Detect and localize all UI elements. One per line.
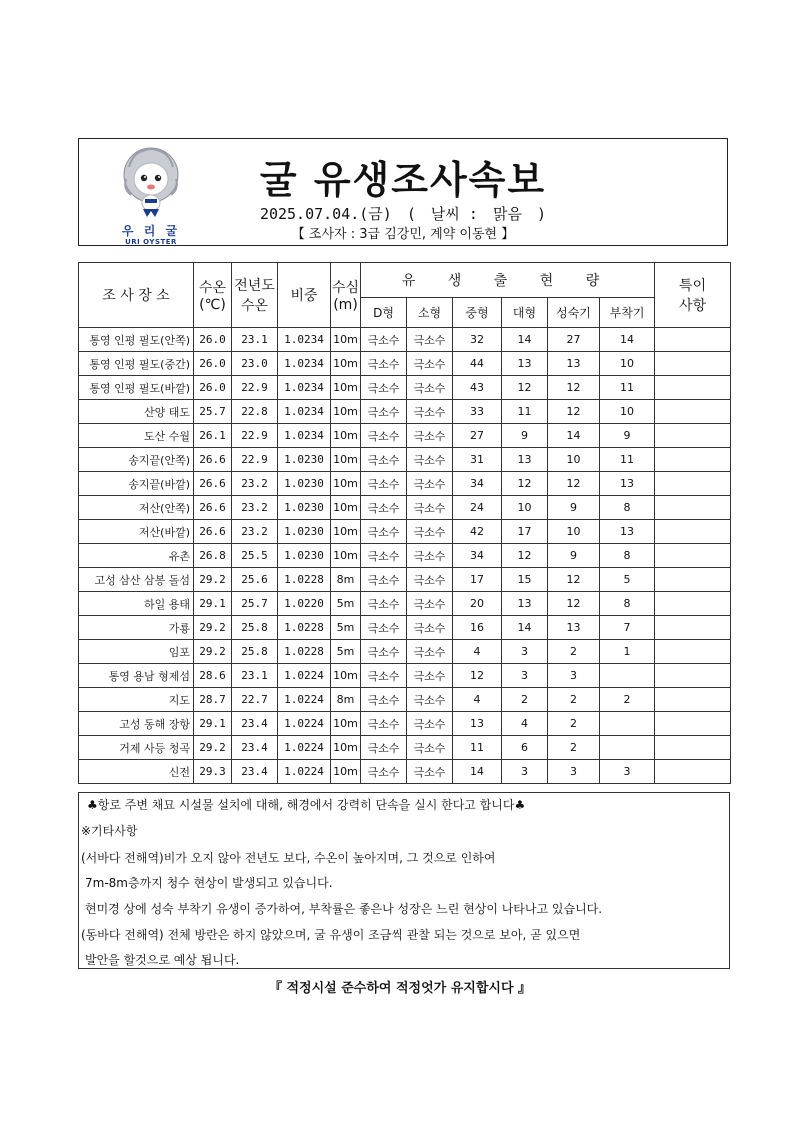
cell-location: 송지끝(안쪽) [79, 448, 194, 472]
cell-small: 극소수 [407, 664, 453, 688]
header-water-temp-label: 수온 [198, 280, 227, 296]
table-row [79, 640, 731, 664]
notes-line-4: (동바다 전해역) 전체 방란은 하지 않았으며, 굴 유생이 조금씩 관찰 되는 것으로 보아, 곧 있으면 [81, 928, 581, 942]
cell-medium: 32 [453, 328, 502, 352]
cell-water-temp: 26.0 [194, 328, 232, 352]
table-row [79, 568, 731, 592]
cell-d-type: 극소수 [361, 688, 407, 712]
cell-density: 1.0224 [278, 664, 331, 688]
cell-water-temp: 28.7 [194, 688, 232, 712]
cell-mature: 3 [548, 760, 600, 784]
header-depth [331, 263, 361, 328]
cell-location: 송지끝(바깥) [79, 472, 194, 496]
cell-density: 1.0224 [278, 760, 331, 784]
table-row [79, 352, 731, 376]
cell-location: 신전 [79, 760, 194, 784]
notes-line-3: 현미경 상에 성숙 부착기 유생이 증가하여, 부착률은 좋은나 성장은 느린 현상이 나타나고 있습니다. [85, 902, 603, 916]
cell-mature: 2 [548, 712, 600, 736]
cell-d-type: 극소수 [361, 712, 407, 736]
cell-depth: 10m [331, 664, 361, 688]
cell-medium: 13 [453, 712, 502, 736]
cell-small: 극소수 [407, 400, 453, 424]
cell-depth: 10m [331, 760, 361, 784]
cell-d-type: 극소수 [361, 352, 407, 376]
cell-small: 극소수 [407, 544, 453, 568]
header-water-temp [194, 263, 232, 328]
cell-density: 1.0220 [278, 592, 331, 616]
cell-medium: 12 [453, 664, 502, 688]
cell-small: 극소수 [407, 424, 453, 448]
weather-label: 날씨 : [430, 205, 478, 223]
cell-mature: 2 [548, 640, 600, 664]
cell-d-type: 극소수 [361, 616, 407, 640]
table-row [79, 688, 731, 712]
cell-medium: 14 [453, 760, 502, 784]
logo-text: 우 리 굴 [121, 224, 181, 238]
cell-water-temp: 25.7 [194, 400, 232, 424]
cell-water-temp: 26.0 [194, 352, 232, 376]
cell-location: 도산 수월 [79, 424, 194, 448]
cell-prev-temp: 25.8 [232, 616, 278, 640]
cell-attach: 8 [600, 592, 655, 616]
cell-large: 12 [502, 376, 548, 400]
cell-medium: 44 [453, 352, 502, 376]
cell-small: 극소수 [407, 712, 453, 736]
cell-d-type: 극소수 [361, 520, 407, 544]
cell-prev-temp: 23.2 [232, 472, 278, 496]
cell-remark [655, 496, 731, 520]
weather-close-paren: ) [537, 205, 547, 223]
cell-prev-temp: 23.2 [232, 520, 278, 544]
cell-medium: 34 [453, 472, 502, 496]
cell-location: 저산(바깥) [79, 520, 194, 544]
cell-depth: 8m [331, 568, 361, 592]
cell-large: 4 [502, 712, 548, 736]
cell-prev-temp: 23.4 [232, 736, 278, 760]
cell-mature: 13 [548, 616, 600, 640]
cell-large: 13 [502, 448, 548, 472]
cell-depth: 10m [331, 376, 361, 400]
cell-small: 극소수 [407, 520, 453, 544]
cell-medium: 24 [453, 496, 502, 520]
cell-small: 극소수 [407, 376, 453, 400]
cell-prev-temp: 23.4 [232, 760, 278, 784]
cell-medium: 33 [453, 400, 502, 424]
cell-water-temp: 26.6 [194, 496, 232, 520]
cell-water-temp: 28.6 [194, 664, 232, 688]
cell-density: 1.0230 [278, 448, 331, 472]
cell-large: 3 [502, 760, 548, 784]
cell-attach: 8 [600, 496, 655, 520]
cell-prev-temp: 22.8 [232, 400, 278, 424]
table-row [79, 472, 731, 496]
cell-d-type: 극소수 [361, 544, 407, 568]
cell-remark [655, 328, 731, 352]
table-row [79, 520, 731, 544]
cell-d-type: 극소수 [361, 496, 407, 520]
cell-d-type: 극소수 [361, 472, 407, 496]
cell-d-type: 극소수 [361, 592, 407, 616]
cell-location: 임포 [79, 640, 194, 664]
cell-large: 3 [502, 664, 548, 688]
cell-d-type: 극소수 [361, 568, 407, 592]
cell-density: 1.0224 [278, 688, 331, 712]
cell-prev-temp: 22.9 [232, 424, 278, 448]
cell-small: 극소수 [407, 640, 453, 664]
cell-attach: 14 [600, 328, 655, 352]
cell-water-temp: 26.6 [194, 448, 232, 472]
cell-large: 12 [502, 472, 548, 496]
cell-location: 산양 태도 [79, 400, 194, 424]
cell-large: 11 [502, 400, 548, 424]
table-row [79, 616, 731, 640]
header-small: 소형 [407, 298, 453, 328]
table-row [79, 448, 731, 472]
cell-density: 1.0234 [278, 352, 331, 376]
cell-small: 극소수 [407, 496, 453, 520]
cell-prev-temp: 23.4 [232, 712, 278, 736]
cell-location: 통영 인평 필도(안쪽) [79, 328, 194, 352]
header-remark [655, 263, 731, 328]
cell-attach: 9 [600, 424, 655, 448]
notes-line-5: 발안을 할것으로 예상 됩니다. [85, 953, 240, 967]
cell-d-type: 극소수 [361, 736, 407, 760]
cell-attach [600, 664, 655, 688]
cell-location: 통영 인평 필도(중간) [79, 352, 194, 376]
table-row [79, 664, 731, 688]
header-remark-label: 특이 [679, 278, 707, 294]
cell-location: 고성 동해 장항 [79, 712, 194, 736]
cell-prev-temp: 22.9 [232, 448, 278, 472]
cell-attach: 2 [600, 688, 655, 712]
cell-water-temp: 29.1 [194, 712, 232, 736]
notes-box [78, 792, 730, 969]
header-large: 대형 [502, 298, 548, 328]
table-row [79, 424, 731, 448]
cell-large: 12 [502, 544, 548, 568]
cell-water-temp: 26.0 [194, 376, 232, 400]
cell-medium: 42 [453, 520, 502, 544]
cell-attach: 1 [600, 640, 655, 664]
header-mature: 성숙기 [548, 298, 600, 328]
cell-water-temp: 26.8 [194, 544, 232, 568]
cell-density: 1.0228 [278, 568, 331, 592]
cell-prev-temp: 23.1 [232, 664, 278, 688]
notes-line-1: (서바다 전해역)비가 오지 않아 전년도 보다, 수온이 높아지며, 그 것으로 인하여 [81, 851, 496, 865]
cell-density: 1.0228 [278, 616, 331, 640]
cell-medium: 34 [453, 544, 502, 568]
table-body [79, 328, 731, 784]
table-row [79, 496, 731, 520]
table-row [79, 592, 731, 616]
cell-water-temp: 26.6 [194, 520, 232, 544]
cell-small: 극소수 [407, 736, 453, 760]
table-row [79, 544, 731, 568]
cell-remark [655, 424, 731, 448]
cell-location: 유촌 [79, 544, 194, 568]
cell-depth: 10m [331, 352, 361, 376]
report-header [78, 138, 728, 246]
cell-remark [655, 544, 731, 568]
cell-density: 1.0224 [278, 736, 331, 760]
cell-remark [655, 760, 731, 784]
cell-density: 1.0230 [278, 544, 331, 568]
investigator-line: 【 조사자 : 3급 김강민, 계약 이동현 】 [291, 227, 515, 242]
cell-remark [655, 472, 731, 496]
cell-mature: 9 [548, 544, 600, 568]
header-water-temp-unit: (℃) [199, 297, 226, 313]
cell-water-temp: 29.2 [194, 640, 232, 664]
cell-medium: 4 [453, 688, 502, 712]
cell-d-type: 극소수 [361, 424, 407, 448]
cell-remark [655, 400, 731, 424]
cell-medium: 43 [453, 376, 502, 400]
cell-depth: 10m [331, 712, 361, 736]
cell-large: 13 [502, 592, 548, 616]
cell-remark [655, 592, 731, 616]
cell-attach: 5 [600, 568, 655, 592]
cell-location: 거제 사등 청곡 [79, 736, 194, 760]
cell-mature: 12 [548, 472, 600, 496]
cell-mature: 10 [548, 520, 600, 544]
cell-small: 극소수 [407, 448, 453, 472]
cell-medium: 11 [453, 736, 502, 760]
cell-water-temp: 29.2 [194, 568, 232, 592]
cell-prev-temp: 25.5 [232, 544, 278, 568]
cell-water-temp: 26.1 [194, 424, 232, 448]
cell-mature: 9 [548, 496, 600, 520]
cell-small: 극소수 [407, 592, 453, 616]
table-row [79, 328, 731, 352]
cell-attach [600, 736, 655, 760]
slogan: 『 적정시설 준수하여 적정엇가 유지합시다 』 [268, 981, 532, 996]
cell-large: 6 [502, 736, 548, 760]
cell-d-type: 극소수 [361, 448, 407, 472]
cell-depth: 10m [331, 328, 361, 352]
cell-prev-temp: 23.0 [232, 352, 278, 376]
cell-remark [655, 376, 731, 400]
cell-mature: 2 [548, 688, 600, 712]
cell-large: 14 [502, 616, 548, 640]
cell-location: 고성 삼산 삼봉 돌섬 [79, 568, 194, 592]
cell-depth: 10m [331, 496, 361, 520]
notes-heading: ※기타사항 [81, 824, 138, 838]
cell-d-type: 극소수 [361, 400, 407, 424]
header-medium: 중형 [453, 298, 502, 328]
report-date: 2025.07.04.(금) [259, 205, 392, 223]
cell-medium: 31 [453, 448, 502, 472]
cell-medium: 16 [453, 616, 502, 640]
header-prev-temp-label-2: 수온 [240, 298, 269, 314]
cell-remark [655, 664, 731, 688]
cell-small: 극소수 [407, 352, 453, 376]
header-density: 비중 [278, 263, 331, 328]
cell-depth: 10m [331, 448, 361, 472]
cell-depth: 8m [331, 688, 361, 712]
cell-depth: 5m [331, 616, 361, 640]
cell-density: 1.0230 [278, 520, 331, 544]
cell-large: 13 [502, 352, 548, 376]
table-row [79, 736, 731, 760]
larvae-survey-table [78, 262, 731, 784]
cell-density: 1.0234 [278, 328, 331, 352]
cell-water-temp: 29.2 [194, 736, 232, 760]
cell-density: 1.0228 [278, 640, 331, 664]
logo-subtitle: URI OYSTER [125, 238, 177, 246]
cell-attach: 10 [600, 400, 655, 424]
cell-attach: 11 [600, 376, 655, 400]
cell-prev-temp: 23.1 [232, 328, 278, 352]
cell-mature: 12 [548, 400, 600, 424]
header-depth-label: 수심 [331, 280, 360, 296]
cell-attach: 7 [600, 616, 655, 640]
cell-depth: 5m [331, 640, 361, 664]
cell-attach: 13 [600, 472, 655, 496]
cell-water-temp: 29.1 [194, 592, 232, 616]
cell-mature: 12 [548, 376, 600, 400]
cell-remark [655, 448, 731, 472]
cell-prev-temp: 22.9 [232, 376, 278, 400]
table-row [79, 712, 731, 736]
cell-density: 1.0230 [278, 472, 331, 496]
cell-medium: 4 [453, 640, 502, 664]
cell-small: 극소수 [407, 616, 453, 640]
cell-depth: 10m [331, 472, 361, 496]
header-d-type: D형 [361, 298, 407, 328]
cell-remark [655, 568, 731, 592]
cell-location: 통영 인평 필도(바깥) [79, 376, 194, 400]
cell-small: 극소수 [407, 328, 453, 352]
cell-large: 2 [502, 688, 548, 712]
cell-depth: 10m [331, 520, 361, 544]
cell-depth: 10m [331, 424, 361, 448]
cell-density: 1.0234 [278, 400, 331, 424]
cell-prev-temp: 25.7 [232, 592, 278, 616]
cell-large: 15 [502, 568, 548, 592]
cell-large: 9 [502, 424, 548, 448]
cell-location: 저산(안쪽) [79, 496, 194, 520]
cell-mature: 12 [548, 592, 600, 616]
cell-depth: 10m [331, 400, 361, 424]
cell-depth: 5m [331, 592, 361, 616]
cell-water-temp: 29.3 [194, 760, 232, 784]
notes-line-2: 7m-8m층까지 청수 현상이 발생되고 있습니다. [85, 876, 333, 890]
cell-attach: 8 [600, 544, 655, 568]
cell-mature: 12 [548, 568, 600, 592]
cell-attach: 10 [600, 352, 655, 376]
cell-remark [655, 736, 731, 760]
cell-small: 극소수 [407, 688, 453, 712]
cell-small: 극소수 [407, 760, 453, 784]
header-remark-label-2: 사항 [679, 298, 707, 314]
header-location: 조 사 장 소 [79, 263, 194, 328]
cell-location: 지도 [79, 688, 194, 712]
cell-medium: 27 [453, 424, 502, 448]
cell-small: 극소수 [407, 568, 453, 592]
cell-d-type: 극소수 [361, 376, 407, 400]
cell-location: 통영 용남 형제섬 [79, 664, 194, 688]
cell-remark [655, 616, 731, 640]
cell-mature: 3 [548, 664, 600, 688]
header-attach: 부착기 [600, 298, 655, 328]
header-depth-unit: (m) [333, 297, 358, 313]
cell-remark [655, 352, 731, 376]
cell-remark [655, 688, 731, 712]
header-prev-temp-label: 전년도 [234, 278, 275, 294]
cell-prev-temp: 23.2 [232, 496, 278, 520]
header-larvae-count: 유 생 출 현 량 [361, 263, 655, 298]
table-row [79, 400, 731, 424]
date-weather-line [79, 203, 727, 224]
cell-large: 17 [502, 520, 548, 544]
weather-value: 맑음 [493, 205, 522, 223]
cell-prev-temp: 25.6 [232, 568, 278, 592]
page-title: 굴 유생조사속보 [259, 158, 547, 202]
cell-mature: 13 [548, 352, 600, 376]
cell-density: 1.0234 [278, 376, 331, 400]
cell-large: 14 [502, 328, 548, 352]
cell-d-type: 극소수 [361, 328, 407, 352]
cell-mature: 2 [548, 736, 600, 760]
cell-mature: 10 [548, 448, 600, 472]
cell-density: 1.0234 [278, 424, 331, 448]
cell-depth: 10m [331, 544, 361, 568]
cell-remark [655, 640, 731, 664]
cell-prev-temp: 25.8 [232, 640, 278, 664]
cell-mature: 27 [548, 328, 600, 352]
cell-d-type: 극소수 [361, 640, 407, 664]
notes-warning: ♣항로 주변 채묘 시설물 설치에 대해, 해경에서 강력히 단속을 실시 한다고 합니다♣ [87, 798, 526, 812]
cell-d-type: 극소수 [361, 760, 407, 784]
cell-mature: 14 [548, 424, 600, 448]
cell-d-type: 극소수 [361, 664, 407, 688]
cell-attach: 11 [600, 448, 655, 472]
cell-depth: 10m [331, 736, 361, 760]
cell-water-temp: 29.2 [194, 616, 232, 640]
cell-medium: 20 [453, 592, 502, 616]
cell-attach: 3 [600, 760, 655, 784]
cell-medium: 17 [453, 568, 502, 592]
cell-large: 10 [502, 496, 548, 520]
weather-open-paren: ( [406, 205, 416, 223]
cell-large: 3 [502, 640, 548, 664]
cell-density: 1.0230 [278, 496, 331, 520]
cell-location: 하일 용태 [79, 592, 194, 616]
cell-density: 1.0224 [278, 712, 331, 736]
cell-location: 가룡 [79, 616, 194, 640]
table-row [79, 760, 731, 784]
cell-water-temp: 26.6 [194, 472, 232, 496]
cell-remark [655, 712, 731, 736]
cell-prev-temp: 22.7 [232, 688, 278, 712]
cell-attach: 13 [600, 520, 655, 544]
cell-remark [655, 520, 731, 544]
cell-small: 극소수 [407, 472, 453, 496]
table-row [79, 376, 731, 400]
header-prev-temp [232, 263, 278, 328]
cell-attach [600, 712, 655, 736]
